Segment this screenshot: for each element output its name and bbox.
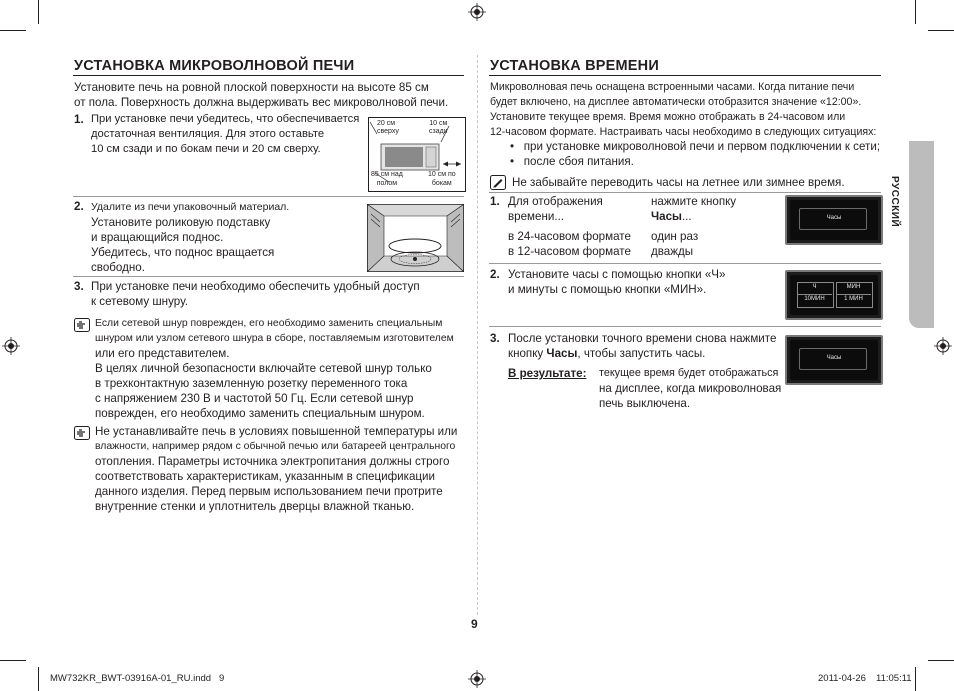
step-number: 1. — [490, 195, 500, 208]
page-number: 9 — [471, 617, 478, 631]
step-number: 2. — [490, 268, 500, 281]
crop-mark — [38, 667, 39, 691]
crop-mark — [0, 660, 26, 661]
clock-intro: Микроволновая печь оснащена встроенными часами. Когда питание печи будет включено, на дисплее автоматически отобразится значение «12:00». Установите текущее время. Время можно отображать в 24-часовом или 12-часовом формате. Настраивать часы необходимо в следующих ситуациях: — [490, 81, 877, 138]
step-separator — [489, 326, 881, 327]
column-divider — [477, 55, 478, 615]
pointing-hand-icon — [74, 426, 90, 440]
clearance-top-label: 20 см сверху — [377, 120, 399, 135]
footer-filename: MW732KR_BWT-03916A-01_RU.indd 9 — [50, 673, 225, 684]
list-item: • при установке микроволновой печи и первом подключении к сети; — [510, 140, 881, 153]
step2-text: Установите часы с помощью кнопки «Ч» и минуты с помощью кнопки «МИН». — [508, 268, 726, 296]
footer-date: 2011-04-26 — [818, 673, 866, 684]
crop-mark — [38, 0, 39, 24]
note-power-cord: Если сетевой шнур поврежден, его необходимо заменить специальным шнуром или узлом сетевого шнура в сборе, поставляемым изготовителем или его представителем. В целях личной безопасности включайте сетевой шнур только в трехконтактную заземленную розетку переменного тока с напряжением 230 В и частотой 50 Гц. Если сетевой шнур поврежден, его необходимо заменить специальным шнуром. — [95, 318, 454, 420]
step-separator — [489, 192, 881, 193]
step-separator — [489, 263, 881, 264]
step1-text: При установке печи убедитесь, что обеспечивается достаточная вентиляция. Для этого оставьте 10 см сзади и по бокам печи и 20 см сверху. — [91, 113, 360, 155]
step-number: 3. — [74, 280, 84, 293]
crop-mark — [915, 667, 916, 691]
one-min-button-label: 1 МИН — [844, 296, 863, 302]
clock-display-2 — [785, 270, 883, 320]
result-text: текущее время будет отображаться на дисплее, когда микроволновая печь выключена. — [599, 367, 782, 410]
language-tab-label: РУССКИЙ — [889, 176, 900, 228]
clock-display-3 — [785, 335, 883, 385]
registration-mark-icon — [468, 3, 486, 21]
section-title-installation: УСТАНОВКА МИКРОВОЛНОВОЙ ПЕЧИ — [74, 58, 355, 74]
clearance-side-label: 10 см по бокам — [428, 171, 456, 187]
step-separator — [73, 196, 464, 197]
pointing-hand-icon — [74, 318, 90, 332]
step3-text: После установки точного времени снова нажмите кнопку Часы, чтобы запустить часы. — [508, 332, 777, 360]
step1-col-a: Для отображения времени... в 24-часовом формате в 12-часовом формате — [508, 195, 631, 258]
crop-mark — [0, 30, 26, 31]
clearance-back-label: 10 см сзади — [429, 120, 448, 135]
language-tab — [909, 141, 934, 328]
registration-mark-icon — [934, 337, 952, 355]
turntable-icon — [367, 204, 464, 272]
crop-mark — [928, 30, 954, 31]
clearance-floor-label: 85 см над полом — [371, 171, 403, 187]
step-number: 2. — [74, 200, 84, 213]
title-rule — [489, 75, 881, 76]
footer-time: 11:05:11 — [876, 673, 912, 684]
ventilation-figure — [368, 117, 466, 192]
clock-button-label: Часы — [826, 215, 842, 221]
bullet-list — [510, 139, 880, 169]
step-separator — [73, 276, 464, 277]
daylight-saving-note: Не забывайте переводить часы на летнее или зимнее время. — [512, 176, 845, 189]
installation-intro: Установите печь на ровной плоской поверхности на высоте 85 см от пола. Поверхность должна выдерживать вес микроволновой печи. — [74, 81, 449, 109]
crop-mark — [915, 0, 916, 24]
minute-button-label: МИН — [846, 284, 861, 290]
pencil-note-icon — [490, 175, 506, 190]
clock-display-1 — [785, 195, 883, 245]
step3-text: При установке печи необходимо обеспечить удобный доступ к сетевому шнуру. — [91, 280, 420, 308]
title-rule — [73, 75, 464, 76]
clock-button-label: Часы — [826, 355, 842, 361]
hour-button-label: Ч — [812, 284, 817, 290]
list-item: • после сбоя питания. — [510, 155, 634, 168]
note-environment: Не устанавливайте печь в условиях повышенной температуры или влажности, например рядом с обычной печью или батареей центрального отопления. Параметры источника электропитания должны строго соответствовать характеристикам, указанным в спецификации данного изделия. Перед первым использованием печи протрите внутренние стенки и уплотнитель дверцы влажной тканью. — [95, 425, 458, 513]
step1-col-b: нажмите кнопку Часы... один раз дважды — [651, 195, 737, 258]
step2-text: Удалите из печи упаковочный материал. Установите роликовую подставку и вращающийся поднос. Убедитесь, что поднос вращается свободно. — [91, 201, 290, 274]
ten-min-button-label: 10МИН — [804, 296, 825, 302]
step-number: 1. — [74, 113, 84, 126]
registration-mark-icon — [2, 337, 20, 355]
crop-mark — [928, 660, 954, 661]
registration-mark-icon — [468, 670, 486, 688]
step-number: 3. — [490, 332, 500, 345]
result-label: В результате: — [508, 367, 587, 380]
section-title-clock: УСТАНОВКА ВРЕМЕНИ — [490, 58, 659, 74]
